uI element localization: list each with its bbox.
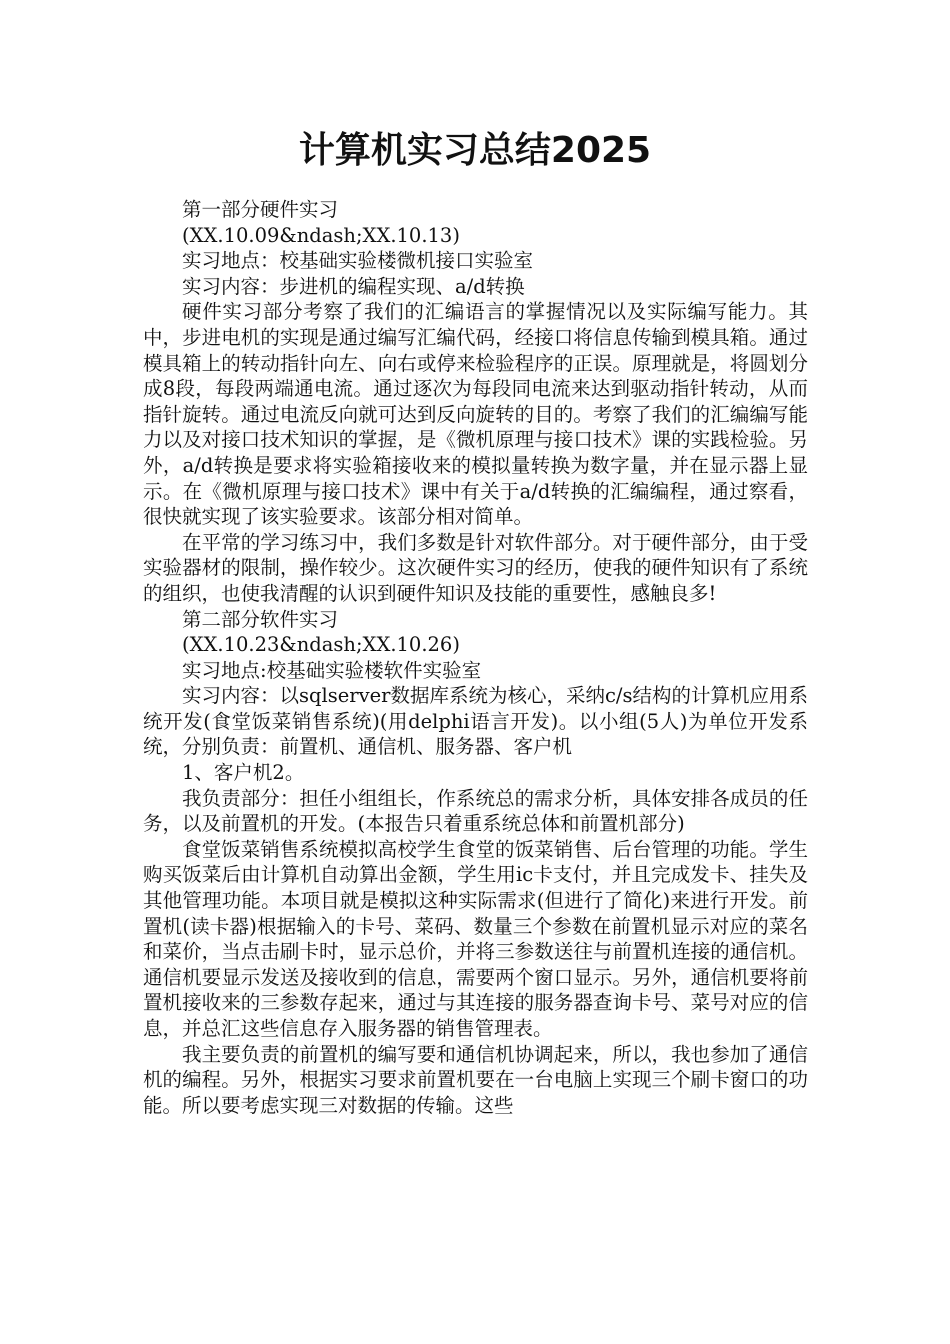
body-paragraph: 硬件实习部分考察了我们的汇编语言的掌握情况以及实际编写能力。其中，步进电机的实现是通过编写汇编代码，经接口将信息传输到模具箱。通过模具箱上的转动指针向左、向右或停来检验程序的正误。原理就是，将圆划分成8段，每段两端通电流。通过逐次为每段同电流来达到驱动指针转动，从而指针旋转。通过电流反向就可达到反向旋转的目的。考察了我们的汇编编写能力以及对接口技术知识的掌握，是《微机原理与接口技术》课的实践检验。另外，a/d转换是要求将实验箱接收来的模拟量转换为数字量，并在显示器上显示。在《微机原理与接口技术》课中有关于a/d转换的汇编编程，通过察看，很快就实现了该实验要求。该部分相对简单。 [143, 300, 808, 529]
location-line: 实习地点：校基础实验楼微机接口实验室 [182, 249, 534, 273]
date-range: (XX.10.09&ndash;XX.10.13) [182, 223, 460, 247]
body-paragraph: 我主要负责的前置机的编写要和通信机协调起来，所以，我也参加了通信机的编程。另外，根据实习要求前置机要在一台电脑上实现三个刷卡窗口的功能。所以要考虑实现三对数据的传输。这些 [143, 1042, 808, 1117]
date-range: (XX.10.23&ndash;XX.10.26) [182, 633, 460, 657]
body-paragraph: 我负责部分：担任小组组长，作系统总的需求分析，具体安排各成员的任务，以及前置机的开发。(本报告只着重系统总体和前置机部分) [143, 786, 808, 836]
content-paragraph: 实习内容：以sqlserver数据库系统为核心，采纳c/s结构的计算机应用系统开发(食堂饭菜销售系统)(用delphi语言开发)。以小组(5人)为单位开发系统，分别负责：前置机、通信机、服务器、客户机 [143, 684, 808, 759]
location-line: 实习地点:校基础实验楼软件实验室 [182, 658, 482, 682]
body-paragraph: 在平常的学习练习中，我们多数是针对软件部分。对于硬件部分，由于受实验器材的限制，操作较少。这次硬件实习的经历，使我的硬件知识有了系统的组织，也使我清醒的认识到硬件知识及技能的重要性，感触良多! [143, 530, 808, 605]
body-paragraph: 食堂饭菜销售系统模拟高校学生食堂的饭菜销售、后台管理的功能。学生购买饭菜后由计算机自动算出金额，学生用ic卡支付，并且完成发卡、挂失及其他管理功能。本项目就是模拟这种实际需求(但进行了简化)来进行开发。前置机(读卡器)根据输入的卡号、菜码、数量三个参数在前置机显示对应的菜名和菜价，当点击刷卡时，显示总价，并将三参数送往与前置机连接的通信机。通信机要显示发送及接收到的信息，需要两个窗口显示。另外，通信机要将前置机接收来的三参数存起来，通过与其连接的服务器查询卡号、菜号对应的信息，并总汇这些信息存入服务器的销售管理表。 [143, 837, 808, 1040]
content-line: 实习内容：步进机的编程实现、a/d转换 [182, 274, 525, 298]
document-body [143, 197, 808, 1118]
section-heading: 第一部分硬件实习 [182, 198, 339, 221]
document-title: 计算机实习总结2025 [298, 130, 652, 171]
section-heading: 第二部分软件实习 [182, 607, 339, 631]
list-item: 1、客户机2。 [182, 761, 305, 785]
